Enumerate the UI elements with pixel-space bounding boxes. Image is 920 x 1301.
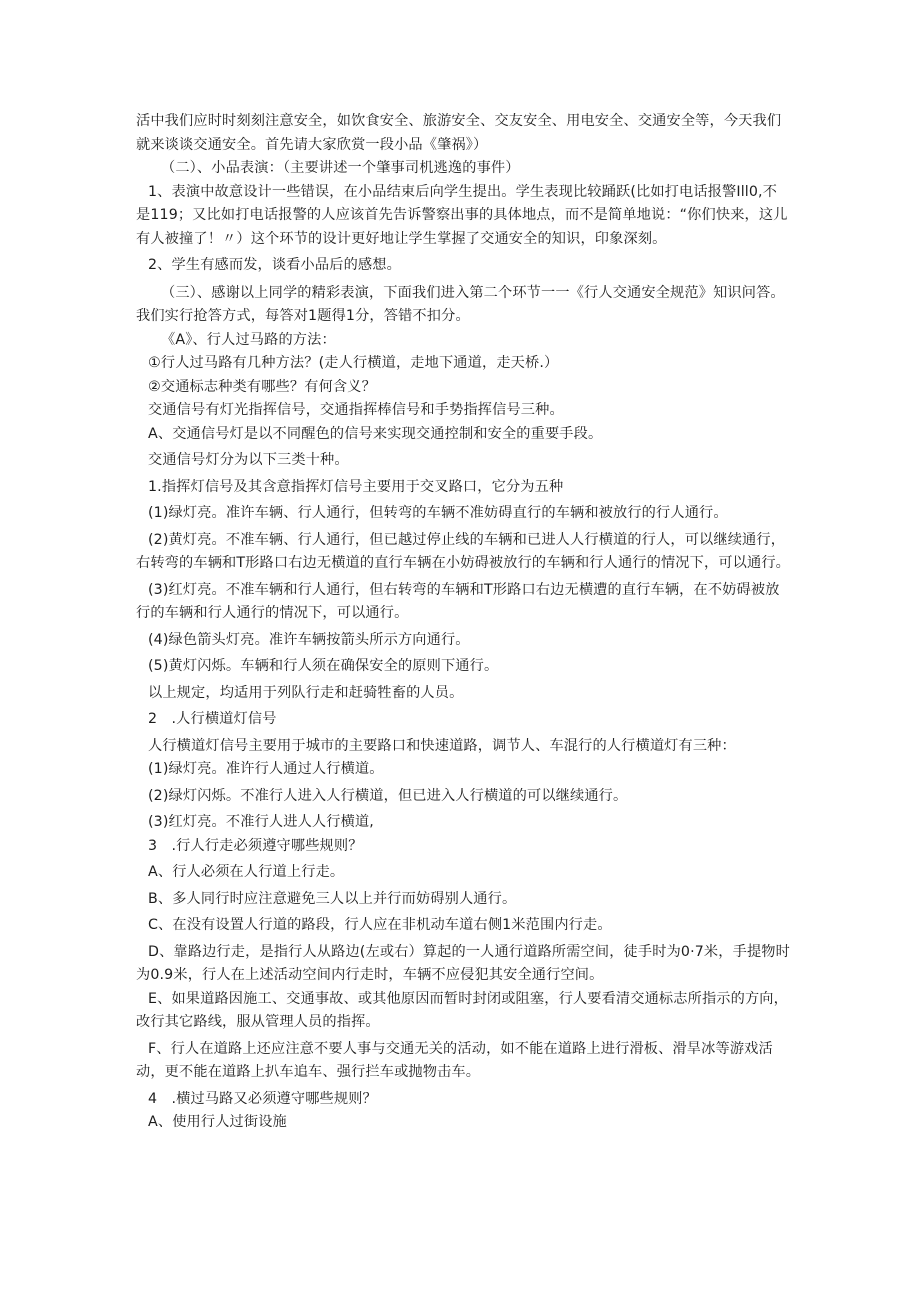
heading-skit-performance: （二）、小品表演：（主要讲述一个肇事司机逃逸的事件） — [161, 160, 520, 176]
question-sign-types: ②交通标志种类有哪些？有何含义？ — [148, 378, 376, 395]
rule-walk-sidewalk: A、行人必须在人行道上行走。 — [148, 864, 345, 880]
rule-walk-detour: E、如果道路因施工、交通事故、或其他原因而暂时封闭或阻塞，行人要看清交通标志所指示的方向，改行其它路线，服从管理人员的指挥。 — [136, 990, 788, 1030]
paragraph-quiz-intro: （三）、感谢以上同学的精彩表演，下面我们进入第二个环节一一《行人交通安全规范》知识问答。我们实行抢答方式，每答对1题得1分，答错不扣分。 — [136, 284, 785, 324]
paragraph-intro-safety: 活中我们应时时刻刻注意安全，如饮食安全、旅游安全、交友安全、用电安全、交通安全等，今天我们就来谈谈交通安全。首先请大家欣赏一段小品《肇祸》） — [136, 113, 782, 153]
heading-crossing-methods: 《A》、行人过马路的方法： — [161, 331, 336, 348]
paragraph-rules-apply: 以上规定，均适用于列队行走和赶骑牲畜的人员。 — [148, 684, 464, 701]
paragraph-signal-categories: 交通信号灯分为以下三类十种。 — [148, 452, 349, 468]
rule-yellow-flash: (5)黄灯闪烁。车辆和行人须在确保安全的原则下通行。 — [148, 658, 499, 674]
rule-green-light: (1)绿灯亮。准许车辆、行人通行，但转弯的车辆不准妨碍直行的车辆和被放行的行人通行。 — [148, 505, 728, 521]
question-crossing-ways: ①行人过马路有几种方法？(走人行横道，走地下通道，走天桥.） — [148, 355, 559, 371]
paragraph-signal-lights: A、交通信号灯是以不同醒色的信号来实现交通控制和安全的重要手段。 — [148, 425, 603, 442]
rule-crosswalk-red: (3)红灯亮。不准行人进人人行横道, — [148, 814, 374, 830]
rule-red-light: (3)红灯亮。不准车辆和行人通行，但右转弯的车辆和T形路口右边无横遭的直行车辆，在不妨碍被放行的车辆和行人通行的情况下，可以通行。 — [136, 581, 780, 621]
rule-use-facilities: A、使用行人过街设施 — [148, 1114, 287, 1130]
heading-walking-rules: 3 .行人行走必须遵守哪些规则？ — [148, 837, 363, 854]
paragraph-crosswalk-usage: 人行横道灯信号主要用于城市的主要路口和快速道路，调节人、车混行的人行横道灯有三种： — [148, 737, 736, 754]
heading-crossing-rules: 4 .横过马路又必须遵守哪些规则？ — [148, 1090, 377, 1107]
paragraph-student-feelings: 2、学生有感而发，谈看小品后的感想。 — [148, 257, 401, 273]
paragraph-signal-types: 交通信号有灯光指挥信号，交通指挥棒信号和手势指挥信号三种。 — [148, 402, 564, 418]
rule-yellow-light: (2)黄灯亮。不准车辆、行人通行，但已越过停止线的车辆和已进人人行横道的行人，可以继续通行，右转弯的车辆和T形路口右边无横道的直行车辆在小妨碍被放行的车辆和行人通行的情况下，可以通行。 — [136, 531, 791, 571]
heading-crosswalk-lights: 2 .人行横道灯信号 — [148, 711, 277, 727]
rule-crosswalk-green-flash: (2)绿灯闪烁。不准行人进入人行横道，但已进入人行横道的可以继续通行。 — [148, 787, 628, 804]
paragraph-skit-design: 1、表演中故意设计一些错误，在小品结束后向学生提出。学生表现比较踊跃(比如打电话报警Ill0,不是119；又比如打电话报警的人应该首先告诉警察出事的具体地点，而不是简单地说：“你们快来，这儿有人被撞了！〃）这个环节的设计更好地让学生掌握了交通安全的知识，印象深刻。 — [136, 183, 788, 247]
rule-walk-no-sidewalk: C、在没有设置人行道的路段，行人应在非机动车道右侧1米范围内行走。 — [148, 917, 612, 933]
heading-command-lights: 1.指挥灯信号及其含意指挥灯信号主要用于交叉路口，它分为五种 — [148, 478, 564, 495]
rule-walk-space: D、靠路边行走，是指行人从路边(左或右）算起的一人通行道路所需空间，徒手时为0·7米，手提物时为0.9米，行人在上述活动空间内行走时，车辆不应侵犯其安全通行空间。 — [136, 943, 790, 983]
rule-green-arrow: (4)绿色箭头灯亮。准许车辆按箭头所示方向通行。 — [148, 631, 470, 648]
rule-crosswalk-green: (1)绿灯亮。准许行人通过人行横道。 — [148, 761, 384, 777]
document-body — [136, 110, 790, 1135]
rule-walk-no-play: F、行人在道路上还应注意不要人事与交通无关的活动，如不能在道路上进行滑板、滑旱冰等游戏活动，更不能在道路上扒车追车、强行拦车或抛物击车。 — [136, 1040, 773, 1080]
rule-walk-group: B、多人同行时应注意避免三人以上并行而妨碍别人通行。 — [148, 890, 517, 907]
